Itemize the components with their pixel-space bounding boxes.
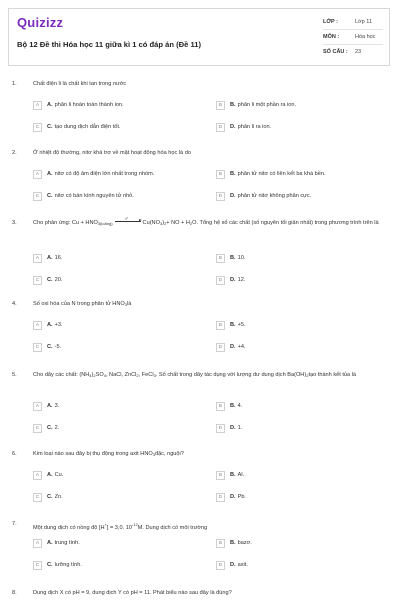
option-b[interactable]: [216, 400, 242, 412]
option-c[interactable]: [33, 121, 121, 133]
option-box[interactable]: C: [33, 343, 42, 352]
text-part: Số oxi hóa của N trong phân tử HNO: [33, 301, 125, 307]
quizizz-logo: Quizizz: [17, 15, 64, 30]
option-a[interactable]: [33, 319, 63, 331]
meta-table: [323, 15, 383, 59]
text-part: tạo thành kết tủa là: [308, 372, 357, 378]
option-letter: D.: [230, 124, 236, 130]
text-part: ): [162, 220, 165, 226]
option-box[interactable]: A: [33, 321, 42, 330]
option-b[interactable]: [216, 319, 246, 331]
option-letter: D.: [230, 277, 236, 283]
option-text: Al.: [237, 472, 245, 478]
option-c[interactable]: [33, 422, 59, 434]
question-number: 6.: [12, 451, 17, 457]
option-text: phân tử nitơ có liên kết ba khá bền.: [237, 171, 326, 177]
option-box[interactable]: D: [216, 424, 225, 433]
option-text: +5.: [237, 322, 246, 328]
question-text: Ở nhiệt độ thường, nitơ khá trơ về mặt hoạt động hóa học là do: [33, 150, 191, 156]
meta-key: SỐ CÂU :: [323, 49, 348, 55]
option-text: Cu.: [54, 472, 64, 478]
option-box[interactable]: B: [216, 402, 225, 411]
option-box[interactable]: B: [216, 170, 225, 179]
option-b[interactable]: [216, 252, 245, 264]
meta-value: Lớp 11: [355, 19, 372, 25]
option-box[interactable]: C: [33, 424, 42, 433]
option-text: +4.: [237, 344, 246, 350]
option-letter: A.: [47, 171, 53, 177]
meta-row-class: [323, 15, 383, 30]
text-part: + NO + H: [166, 220, 190, 226]
option-box[interactable]: D: [216, 493, 225, 502]
subscript: 4: [103, 373, 106, 378]
question-number: 3.: [12, 220, 17, 226]
subscript: 3: [124, 302, 127, 307]
subscript: 3: [159, 221, 163, 226]
option-letter: D.: [230, 494, 236, 500]
option-box[interactable]: C: [33, 123, 42, 132]
text-part: ): [91, 372, 94, 378]
option-box[interactable]: A: [33, 254, 42, 263]
option-letter: A.: [47, 403, 53, 409]
option-c[interactable]: [33, 341, 61, 353]
reaction-arrow-icon: [115, 216, 141, 222]
option-d[interactable]: [216, 190, 311, 202]
option-text: 20.: [54, 277, 63, 283]
subscript: 3: [152, 452, 155, 457]
option-letter: B.: [230, 171, 236, 177]
option-letter: A.: [47, 322, 53, 328]
option-letter: C.: [47, 425, 53, 431]
option-box[interactable]: D: [216, 561, 225, 570]
question-number: 2.: [12, 150, 17, 156]
question-text: Chất điện li là chất khi tan trong nước: [33, 81, 127, 87]
option-box[interactable]: A: [33, 539, 42, 548]
option-letter: D.: [230, 344, 236, 350]
option-text: axit.: [237, 562, 248, 568]
text-part: . Số chất trong dãy tác dụng với lượng dư dung dịch Ba(OH): [155, 372, 307, 378]
option-b[interactable]: [216, 537, 252, 549]
meta-key: LỚP :: [323, 19, 338, 25]
text-part: Cho dãy các chất: (NH: [33, 372, 90, 378]
subscript: 2: [306, 373, 309, 378]
text-part: Cu(NO: [142, 220, 160, 226]
option-text: Pb.: [237, 494, 246, 500]
option-letter: B.: [230, 403, 236, 409]
option-d[interactable]: [216, 341, 246, 353]
option-text: 4.: [237, 403, 243, 409]
option-letter: D.: [230, 193, 236, 199]
text-part: là: [126, 301, 132, 307]
option-box[interactable]: B: [216, 321, 225, 330]
option-letter: D.: [230, 562, 236, 568]
question-number: 7.: [12, 521, 17, 527]
subscript: 2: [164, 221, 167, 226]
option-a[interactable]: [33, 469, 63, 481]
text-part: đặc, nguội?: [154, 451, 184, 457]
option-text: phân li ra ion.: [237, 124, 272, 130]
text-part: M. Dung dịch có môi trường: [137, 525, 208, 531]
text-part: Kim loại nào sau đây bị thụ động trong axit HNO: [33, 451, 153, 457]
option-box[interactable]: A: [33, 402, 42, 411]
option-d[interactable]: [216, 274, 245, 286]
option-b[interactable]: [216, 99, 296, 111]
option-letter: C.: [47, 277, 53, 283]
text-part: , FeCl: [138, 372, 154, 378]
option-box[interactable]: A: [33, 170, 42, 179]
option-box[interactable]: D: [216, 123, 225, 132]
option-text: 12.: [237, 277, 246, 283]
option-text: phân li hoàn toàn thành ion.: [54, 102, 124, 108]
text-part: , NaCl, ZnCl: [105, 372, 137, 378]
option-box[interactable]: D: [216, 192, 225, 201]
option-a[interactable]: [33, 99, 124, 111]
option-text: lưỡng tính.: [54, 562, 82, 568]
option-text: 10.: [237, 255, 246, 261]
option-box[interactable]: D: [216, 343, 225, 352]
option-text: 16.: [54, 255, 63, 261]
option-box[interactable]: C: [33, 493, 42, 502]
question-text: [33, 521, 389, 533]
document-header: [8, 8, 390, 66]
option-letter: B.: [230, 472, 236, 478]
option-letter: B.: [230, 102, 236, 108]
option-text: nitơ có bán kính nguyên tử nhỏ.: [54, 193, 134, 199]
question-text: [33, 451, 389, 459]
option-letter: A.: [47, 102, 53, 108]
option-c[interactable]: [33, 491, 63, 503]
option-text: +3.: [54, 322, 63, 328]
text-part: SO: [95, 372, 104, 378]
option-box[interactable]: D: [216, 276, 225, 285]
question-text: Dung dịch X có pH = 9, dung dịch Y có pH = 11. Phát biểu nào sau đây là đúng?: [33, 590, 232, 596]
question-number: 5.: [12, 372, 17, 378]
option-box[interactable]: B: [216, 254, 225, 263]
subscript: 2: [136, 373, 139, 378]
option-letter: A.: [47, 255, 53, 261]
option-letter: B.: [230, 255, 236, 261]
question-number: 1.: [12, 81, 17, 87]
option-box[interactable]: A: [33, 471, 42, 480]
option-d[interactable]: [216, 422, 242, 434]
option-text: bazơ.: [237, 540, 252, 546]
option-c[interactable]: [33, 559, 82, 571]
option-d[interactable]: [216, 121, 271, 133]
option-a[interactable]: [33, 252, 62, 264]
option-letter: C.: [47, 193, 53, 199]
option-text: Zn.: [54, 494, 63, 500]
option-text: 1.: [237, 425, 243, 431]
option-letter: C.: [47, 562, 53, 568]
option-box[interactable]: C: [33, 192, 42, 201]
option-box[interactable]: B: [216, 471, 225, 480]
question-number: 8.: [12, 590, 17, 596]
subscript: 3: [153, 373, 156, 378]
meta-row-count: [323, 45, 383, 59]
document-title: Bộ 12 Đề thi Hóa học 11 giữa kì 1 có đáp án (Đề 11): [17, 40, 202, 49]
superscript: -12: [131, 522, 138, 527]
option-a[interactable]: [33, 168, 154, 180]
text-part: Một dung dịch có nồng độ [H: [33, 525, 105, 531]
option-d[interactable]: [216, 559, 248, 571]
option-a[interactable]: [33, 400, 59, 412]
superscript: +: [104, 522, 107, 527]
option-text: nitơ có độ âm điện lớn nhất trong nhóm.: [54, 171, 155, 177]
option-text: phân li một phần ra ion.: [237, 102, 297, 108]
subscript: 4: [89, 373, 92, 378]
subscript: 2: [93, 373, 96, 378]
option-box[interactable]: A: [33, 101, 42, 110]
option-d[interactable]: [216, 491, 246, 503]
option-text: -5.: [54, 344, 62, 350]
option-letter: A.: [47, 472, 53, 478]
question-text: [33, 372, 389, 380]
option-letter: A.: [47, 540, 53, 546]
option-letter: B.: [230, 540, 236, 546]
option-text: phân tử nitơ không phân cực.: [237, 193, 312, 199]
meta-value: 23: [355, 49, 362, 55]
option-text: tạo dung dịch dẫn điện tốt.: [54, 124, 121, 130]
option-box[interactable]: B: [216, 539, 225, 548]
option-box[interactable]: B: [216, 101, 225, 110]
option-box[interactable]: C: [33, 561, 42, 570]
subscript: 2: [189, 221, 193, 226]
arrow-label: t°: [125, 216, 129, 221]
option-letter: D.: [230, 425, 236, 431]
text-part: Cho phản ứng: Cu + HNO: [33, 220, 98, 226]
option-b[interactable]: [216, 469, 244, 481]
meta-row-subject: [323, 30, 383, 45]
meta-key: MÔN :: [323, 34, 340, 40]
option-box[interactable]: C: [33, 276, 42, 285]
question-text: [33, 216, 389, 228]
option-letter: C.: [47, 124, 53, 130]
option-letter: B.: [230, 322, 236, 328]
option-b[interactable]: [216, 168, 326, 180]
option-text: 2.: [54, 425, 60, 431]
text-part: O. Tổng hệ số các chất (số nguyên tối giản nhất) trong phương trình trên là: [192, 220, 379, 226]
option-letter: C.: [47, 344, 53, 350]
question-number: 4.: [12, 301, 17, 307]
option-a[interactable]: [33, 537, 80, 549]
option-text: trung tính.: [54, 540, 80, 546]
option-c[interactable]: [33, 274, 62, 286]
text-part: ] = 3,0. 10: [106, 525, 132, 531]
option-text: 3.: [54, 403, 60, 409]
subscript: 3(loãng): [97, 221, 113, 226]
meta-value: Hóa học: [355, 34, 376, 40]
question-text: [33, 301, 389, 309]
option-c[interactable]: [33, 190, 134, 202]
option-letter: C.: [47, 494, 53, 500]
